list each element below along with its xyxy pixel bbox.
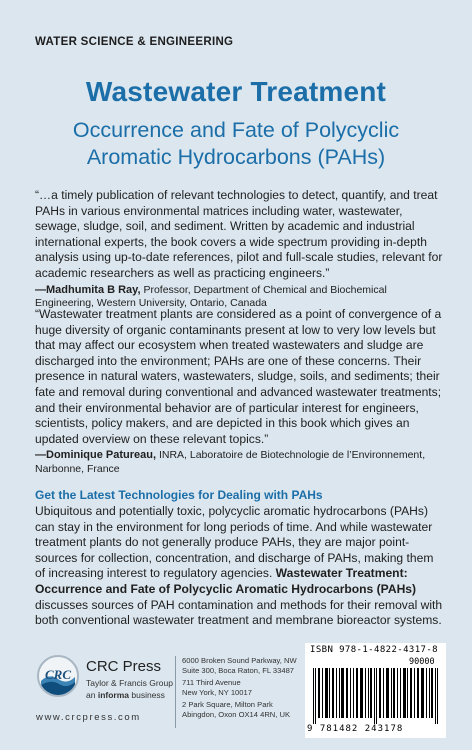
barcode-icon <box>313 668 439 724</box>
quote-affiliation: Professor, Department of Chemical and Biochemical Engineering, Western University, Ontario, Canada <box>35 283 387 310</box>
publisher-group: Taylor & Francis Group <box>86 678 173 688</box>
publisher-business <box>86 690 165 700</box>
book-title: Wastewater Treatment <box>85 76 387 107</box>
section-heading: Get the Latest Technologies for Dealing with PAHs <box>35 488 323 502</box>
crc-logo-icon <box>39 657 77 695</box>
description-part-1: Ubiquitous and potentially toxic, polycyclic aromatic hydrocarbons (PAHs) can stay in the environment for long periods of time. And while wastewater treatment plants do not generally produce PAHs, they are major point-sources for collection, concentration, and discharge of PAHs, making them of increasing interest to regulatory agencies. <box>35 504 434 581</box>
publisher-url[interactable]: www.crcpress.com <box>36 712 141 723</box>
business-suffix: business <box>129 690 165 700</box>
address-line: Suite 300, Boca Raton, FL 33487 <box>182 665 295 675</box>
book-description <box>35 504 445 629</box>
divider <box>175 656 176 728</box>
barcode-digits: 9 781482 243178 <box>307 724 404 734</box>
review-quote-1 <box>35 188 445 311</box>
description-book-title: Wastewater Treatment: Occurrence and Fate of Polycyclic Aromatic Hydrocarbons (PAHs) <box>35 566 417 596</box>
publisher-addresses <box>182 656 297 720</box>
address-line: 6000 Broken Sound Parkway, NW <box>182 656 297 665</box>
review-quote-2 <box>35 307 445 476</box>
quote-affiliation: INRA, Laboratoire de Biotechnologie de l’Environnement, Narbonne, France <box>35 449 426 475</box>
subtitle-line-1: Occurrence and Fate of Polycyclic <box>72 118 400 142</box>
business-brand: informa <box>97 690 129 700</box>
book-subtitle <box>20 117 452 171</box>
crc-press-logo <box>37 655 79 697</box>
quote-author: —Dominique Patureau, <box>35 449 157 462</box>
address-line: New York, NY 10017 <box>182 687 252 697</box>
publisher-name: CRC Press <box>86 658 162 675</box>
business-prefix: an <box>86 690 98 700</box>
isbn-barcode <box>305 643 446 738</box>
logo-text: CRC <box>44 667 72 682</box>
quote-attribution <box>35 449 445 476</box>
quote-author: —Madhumita B Ray, <box>35 283 141 296</box>
series-label: WATER SCIENCE & ENGINEERING <box>35 36 234 48</box>
price-code: 90000 <box>409 657 435 667</box>
quote-text: “…a timely publication of relevant technologies to detect, quantify, and treat PAHs in various environmental matrices including water, wastewater, sewage, sludge, soil, and sediment. Written by academic and industrial international experts, the book covers a wide spectrum providing in-depth analysis using up-to-date references, pilot and full-scale studies, relevant for academic researchers as well as practicing engineers.” <box>35 188 443 280</box>
subtitle-line-2: Aromatic Hydrocarbons (PAHs) <box>86 145 386 169</box>
address-line: 711 Third Avenue <box>182 678 241 688</box>
address-line: Abingdon, Oxon OX14 4RN, UK <box>182 709 291 719</box>
description-part-2: discusses sources of PAH contamination and methods for their removal with both conventional wastewater treatment and membrane bioreactor systems. <box>35 597 443 628</box>
quote-text: “Wastewater treatment plants are considered as a point of convergence of a huge diversity of organic contaminants present at low to very low levels but that may affect our ecosystem when treated wastewaters and sludge are discharged into the environment; PAHs are one of these concerns. Their presence in natural waters, wastewaters, sludge, soils, and sediments; their fate and removal during conventional and advanced wastewater treatments; and their environmental behavior are of particular interest for engineers, scientists, policy makers, and are depicted in this book which gives an updated overview on these relevant topics.” <box>35 307 442 446</box>
address-line: 2 Park Square, Milton Park <box>182 700 273 710</box>
isbn-text: ISBN 978-1-4822-4317-8 <box>310 645 439 655</box>
